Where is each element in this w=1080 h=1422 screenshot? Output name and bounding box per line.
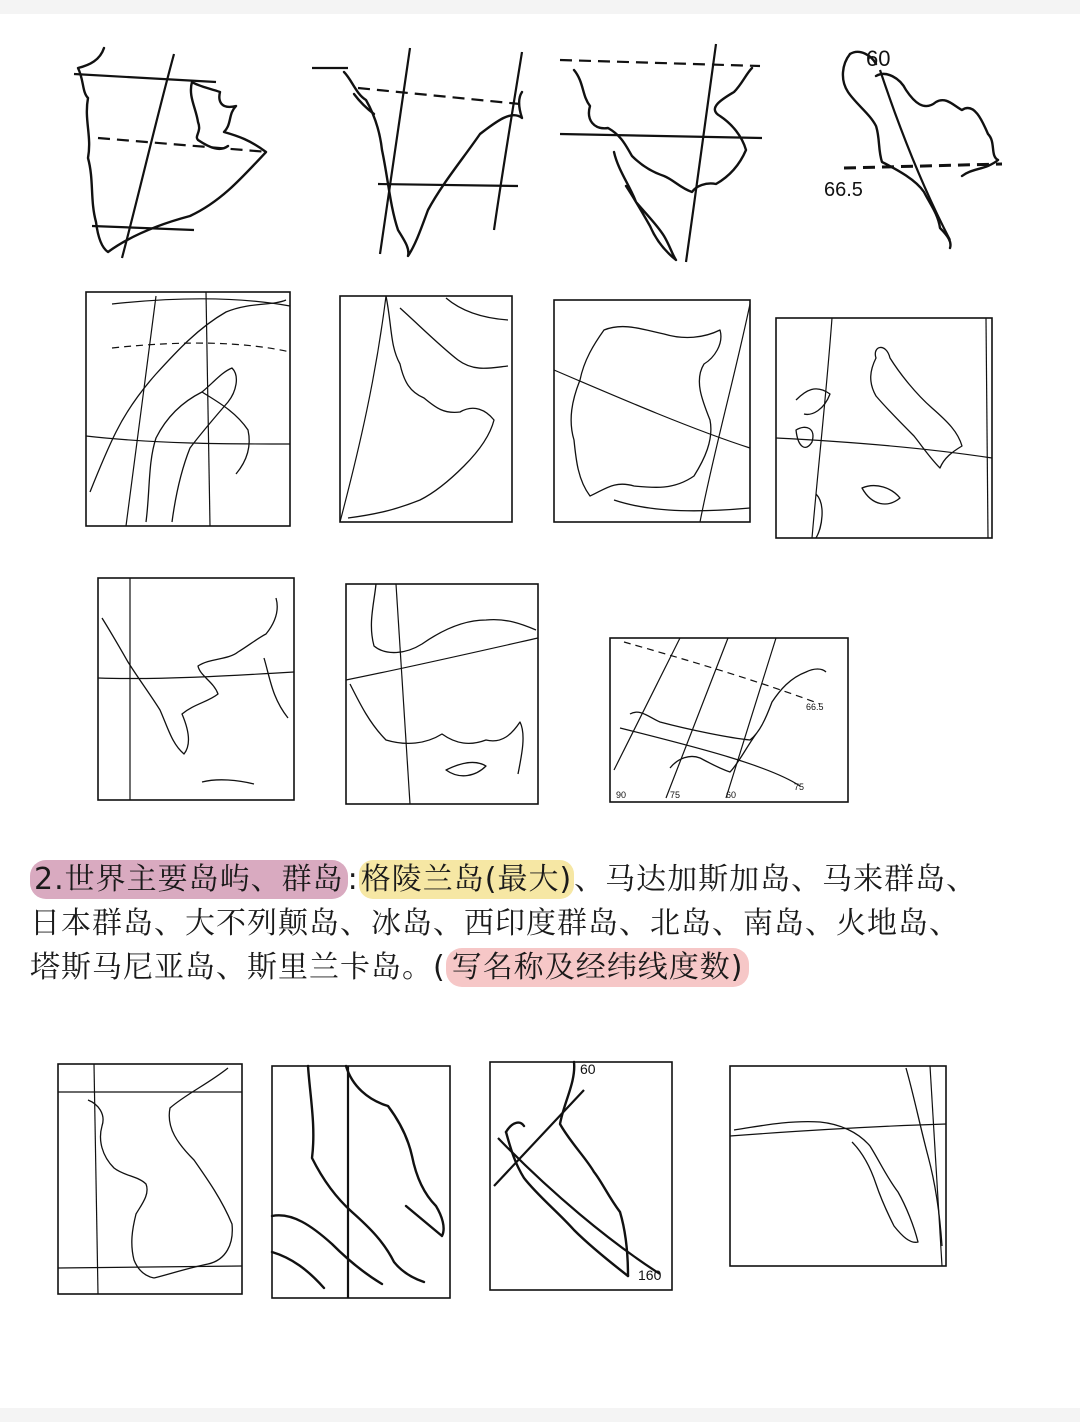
section-islands-text <box>30 858 1060 990</box>
longitude-label: 75 <box>670 790 681 800</box>
balkans-aegean-map <box>98 578 294 800</box>
latitude-label: 66.5 <box>806 702 824 712</box>
instruction-note: 写名称及经纬线度数) <box>446 948 750 987</box>
island-list-line1: 、马达加斯加岛、马来群岛、 <box>574 862 978 897</box>
heading-colon: : <box>347 862 359 897</box>
longitude-label: 90 <box>616 790 627 800</box>
bottom-margin-bar <box>0 1408 1080 1422</box>
longitude-label: 60 <box>726 790 737 800</box>
latitude-label: 66.5 <box>824 179 863 201</box>
latitude-label: 75 <box>794 782 805 792</box>
latitude-label: 60 <box>580 1061 596 1077</box>
island-list-line3: 塔斯马尼亚岛、斯里兰卡岛。( <box>30 950 446 985</box>
kamchatka-map <box>490 1062 672 1290</box>
iberia-map <box>554 300 750 522</box>
text-line-3 <box>30 946 1060 990</box>
text-line-1 <box>30 858 1060 902</box>
longitude-label: 160 <box>638 1267 662 1283</box>
malay-peninsula-map <box>272 1066 450 1298</box>
florida-map <box>730 1066 946 1266</box>
south-asia-map <box>312 44 534 260</box>
southeast-asia-map <box>556 40 766 266</box>
island-list-line2: 日本群岛、大不列颠岛、冰岛、西印度群岛、北岛、南岛、火地岛、 <box>30 906 960 941</box>
greenland-highlight: 格陵兰岛(最大) <box>360 862 573 897</box>
scandinavia-map <box>86 292 290 526</box>
greenland-map <box>820 40 1010 250</box>
siberia-coast-map <box>610 638 848 802</box>
korea-map <box>58 1064 242 1294</box>
red-sea-horn-map <box>340 296 512 522</box>
section-heading: 2.世界主要岛屿、群岛 <box>30 860 348 899</box>
italy-map <box>776 318 992 538</box>
africa-southern-tip-map <box>70 40 280 260</box>
latitude-label: 60 <box>866 46 891 71</box>
top-margin-bar <box>0 0 1080 14</box>
black-sea-turkey-map <box>346 584 538 804</box>
